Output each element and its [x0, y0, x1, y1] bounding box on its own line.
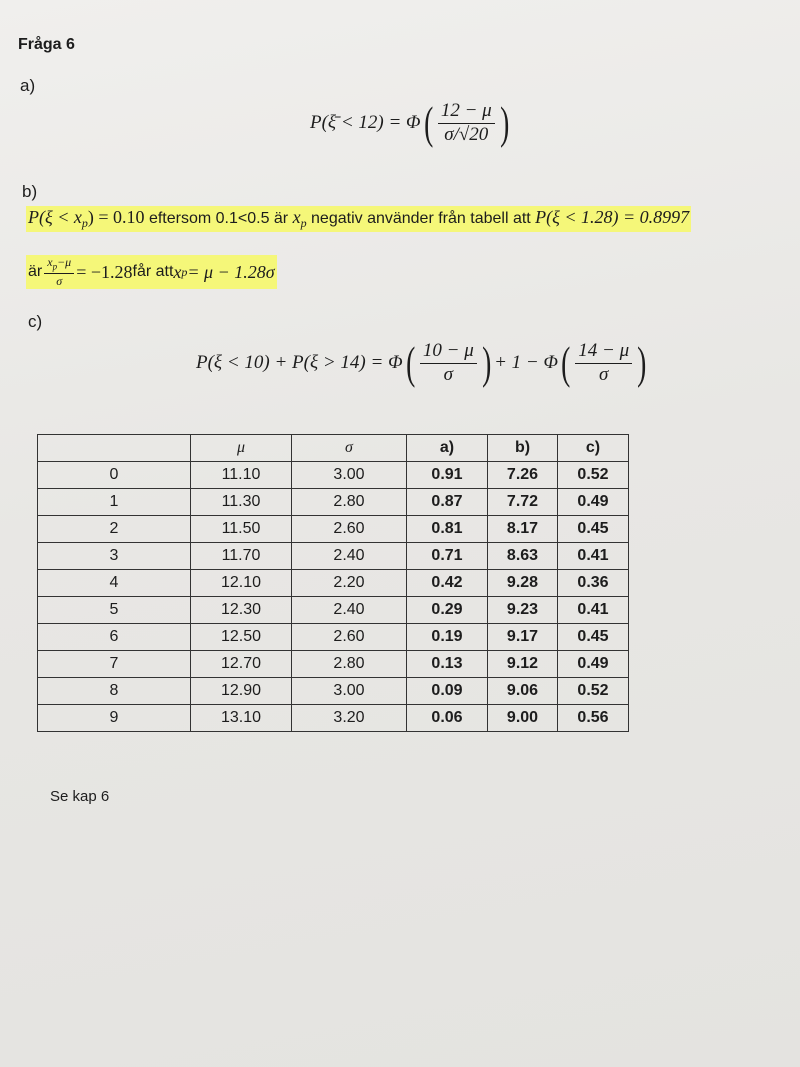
- a-cell: 0.19: [407, 624, 488, 651]
- part-b-z-value: = −1.28: [76, 261, 133, 282]
- part-c-fraction2: [575, 341, 632, 386]
- part-b-prob-expr: P(ξ < x: [28, 207, 82, 227]
- left-paren: (: [560, 337, 571, 388]
- part-b-xp: x: [292, 207, 301, 227]
- c-cell: 0.41: [558, 543, 629, 570]
- header-mu: μ: [191, 435, 292, 462]
- part-c-lhs: P(ξ < 10) + P(ξ > 14) = Φ: [196, 352, 403, 373]
- sigma-cell: 2.60: [292, 624, 407, 651]
- part-c-label: c): [28, 312, 43, 331]
- sigma-cell: 2.40: [292, 597, 407, 624]
- a-cell: 0.29: [407, 597, 488, 624]
- row-index: 1: [38, 489, 191, 516]
- part-c-num2: 14 − μ: [575, 341, 632, 364]
- part-b-table-value: P(ξ < 1.28) = 0.8997: [535, 207, 690, 227]
- row-index: 5: [38, 597, 191, 624]
- right-paren: ): [637, 337, 647, 388]
- part-b-frac-den: σ: [56, 274, 63, 289]
- table-row: [38, 516, 629, 543]
- c-cell: 0.45: [558, 516, 629, 543]
- mu-cell: 12.50: [191, 624, 292, 651]
- c-cell: 0.56: [558, 705, 629, 732]
- part-b-frac-num-end: −μ: [57, 255, 72, 269]
- row-index: 8: [38, 678, 191, 705]
- sigma-cell: 2.40: [292, 543, 407, 570]
- sigma-cell: 3.00: [292, 678, 407, 705]
- table-row: [38, 570, 629, 597]
- sigma-cell: 2.80: [292, 651, 407, 678]
- part-b-line2-text1: är: [28, 263, 43, 281]
- a-cell: 0.42: [407, 570, 488, 597]
- part-b-xp-sub: p: [300, 216, 307, 231]
- b-cell: 9.28: [488, 570, 558, 597]
- part-b-line1: [26, 206, 691, 232]
- row-index: 0: [38, 462, 191, 489]
- left-paren: (: [423, 97, 433, 148]
- row-index: 6: [38, 624, 191, 651]
- part-b-xp-result: = μ − 1.28σ: [187, 261, 275, 282]
- b-cell: 9.00: [488, 705, 558, 732]
- a-cell: 0.81: [407, 516, 488, 543]
- part-b-xp2: x: [173, 261, 182, 282]
- c-cell: 0.49: [558, 489, 629, 516]
- part-a-lhs: P(ξ̄ < 12) = Φ: [310, 112, 421, 133]
- b-cell: 8.63: [488, 543, 558, 570]
- row-index: 9: [38, 705, 191, 732]
- a-cell: 0.87: [407, 489, 488, 516]
- table-row: [38, 678, 629, 705]
- header-sigma: σ: [292, 435, 407, 462]
- b-cell: 9.12: [488, 651, 558, 678]
- row-index: 2: [38, 516, 191, 543]
- part-b-sub: p: [81, 216, 88, 231]
- results-table: [37, 434, 629, 732]
- mu-cell: 12.90: [191, 678, 292, 705]
- part-b-line2: [26, 255, 277, 289]
- table-row: [38, 624, 629, 651]
- part-b-text2: negativ använder från tabell att: [306, 210, 536, 227]
- part-b-fraction: [44, 256, 74, 288]
- sigma-cell: 3.20: [292, 705, 407, 732]
- c-cell: 0.52: [558, 462, 629, 489]
- table-header-row: [38, 435, 629, 462]
- b-cell: 9.17: [488, 624, 558, 651]
- b-cell: 7.26: [488, 462, 558, 489]
- c-cell: 0.41: [558, 597, 629, 624]
- footer-note: Se kap 6: [50, 788, 110, 805]
- sigma-cell: 2.80: [292, 489, 407, 516]
- a-cell: 0.91: [407, 462, 488, 489]
- part-b-line2-highlight: [26, 255, 277, 289]
- mu-cell: 11.50: [191, 516, 292, 543]
- part-b-prob-value: ) = 0.10: [87, 207, 145, 227]
- part-b-frac-num: x: [47, 255, 53, 269]
- mu-cell: 13.10: [191, 705, 292, 732]
- part-b-text1: eftersom 0.1<0.5 är: [144, 210, 293, 227]
- part-a-formula: [310, 97, 512, 148]
- b-cell: 7.72: [488, 489, 558, 516]
- part-b-xp2-sub: p: [181, 264, 188, 279]
- question-title: Fråga 6: [18, 36, 75, 53]
- mu-cell: 11.30: [191, 489, 292, 516]
- part-c-num1: 10 − μ: [420, 341, 477, 364]
- table-row: [38, 543, 629, 570]
- c-cell: 0.45: [558, 624, 629, 651]
- header-c: c): [558, 435, 629, 462]
- row-index: 7: [38, 651, 191, 678]
- b-cell: 9.23: [488, 597, 558, 624]
- table-row: [38, 489, 629, 516]
- mu-cell: 12.10: [191, 570, 292, 597]
- left-paren: (: [405, 337, 415, 388]
- row-index: 4: [38, 570, 191, 597]
- part-c-mid: + 1 − Φ: [494, 352, 558, 373]
- c-cell: 0.52: [558, 678, 629, 705]
- b-cell: 8.17: [488, 516, 558, 543]
- c-cell: 0.36: [558, 570, 629, 597]
- right-paren: ): [481, 337, 491, 388]
- a-cell: 0.09: [407, 678, 488, 705]
- sigma-cell: 3.00: [292, 462, 407, 489]
- table-row: [38, 597, 629, 624]
- table-row: [38, 705, 629, 732]
- table-body: [38, 462, 629, 732]
- mu-cell: 11.10: [191, 462, 292, 489]
- c-cell: 0.49: [558, 651, 629, 678]
- row-index: 3: [38, 543, 191, 570]
- header-index: [38, 435, 191, 462]
- mu-cell: 12.30: [191, 597, 292, 624]
- mu-cell: 12.70: [191, 651, 292, 678]
- part-b-label: b): [22, 182, 38, 201]
- part-b-line2-text2: får att: [132, 263, 174, 281]
- part-c-formula: [196, 337, 649, 388]
- part-a-fraction: [438, 101, 495, 146]
- part-a-numerator: 12 − μ: [438, 101, 495, 124]
- part-c-den2: σ: [598, 363, 609, 385]
- mu-cell: 11.70: [191, 543, 292, 570]
- table-row: [38, 651, 629, 678]
- header-a: a): [407, 435, 488, 462]
- a-cell: 0.13: [407, 651, 488, 678]
- table-row: [38, 462, 629, 489]
- b-cell: 9.06: [488, 678, 558, 705]
- part-b-line1-highlight: [26, 206, 691, 232]
- sigma-cell: 2.60: [292, 516, 407, 543]
- part-b-frac-num-sub: p: [52, 261, 58, 272]
- right-paren: ): [499, 97, 509, 148]
- header-b: b): [488, 435, 558, 462]
- part-a-denominator: σ/√20: [444, 123, 489, 145]
- part-a-label: a): [20, 76, 36, 95]
- a-cell: 0.71: [407, 543, 488, 570]
- sigma-cell: 2.20: [292, 570, 407, 597]
- a-cell: 0.06: [407, 705, 488, 732]
- part-c-fraction1: [420, 341, 477, 386]
- part-c-den1: σ: [443, 363, 453, 385]
